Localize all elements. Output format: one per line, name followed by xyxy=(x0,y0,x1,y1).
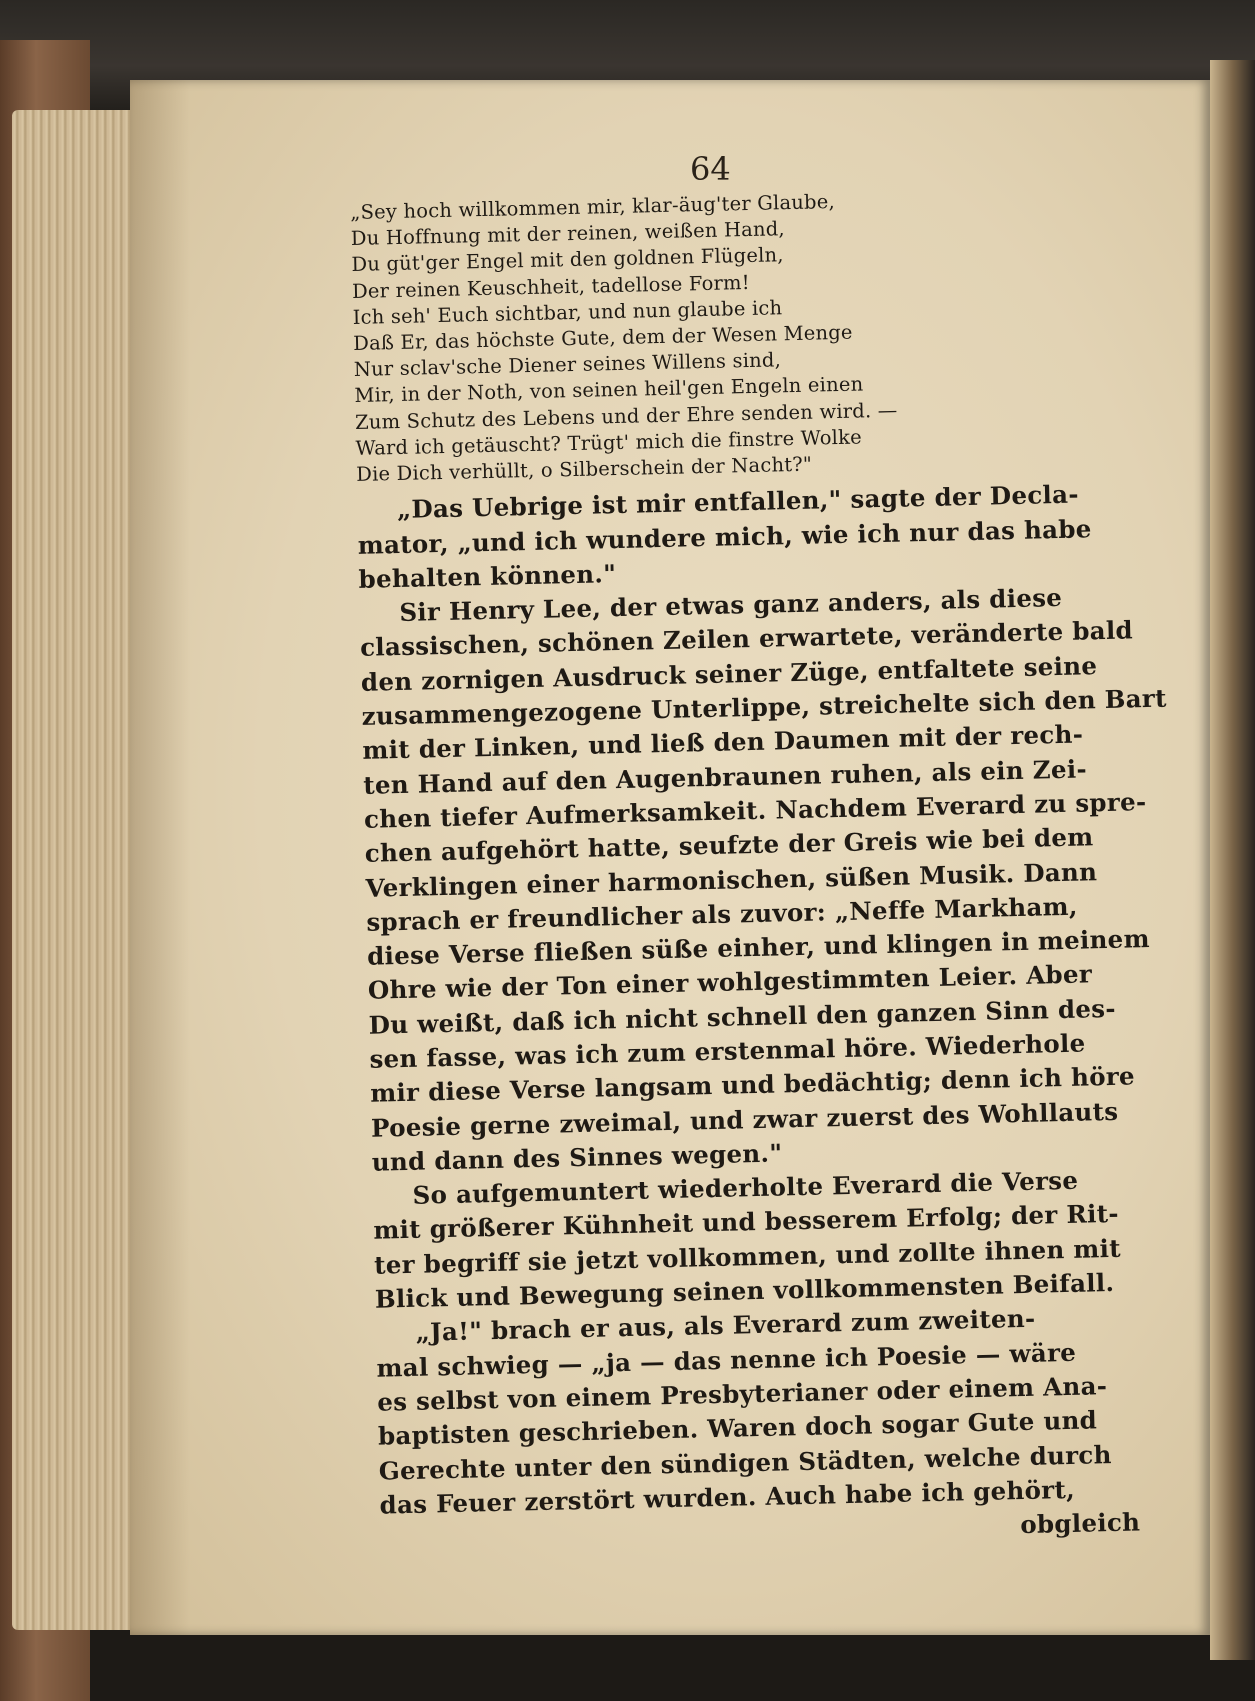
prose-line: Du weißt, daß ich nicht schnell den ganzen Sinn des- xyxy=(368,993,1117,1040)
page-gutter-shadow xyxy=(130,80,190,1635)
page-number: 64 xyxy=(690,150,731,188)
prose-line: mit der Linken, und ließ den Daumen mit der rech- xyxy=(362,719,1084,766)
prose-line: den zornigen Ausdruck seiner Züge, entfaltete seine xyxy=(360,650,1098,697)
poem-line: Nur sclav'sche Diener seines Willens sind, xyxy=(353,348,782,382)
poem-line: Der reinen Keuschheit, tadellose Form! xyxy=(351,270,750,303)
page-text xyxy=(350,181,1201,1557)
prose-line: „Ja!" brach er aus, als Everard zum zweiten- xyxy=(415,1304,1036,1348)
poem-line: Ward ich getäuscht? Trügt' mich die finstre Wolke xyxy=(355,425,863,460)
prose-line: baptisten geschrieben. Waren doch sogar Gute und xyxy=(377,1405,1098,1451)
prose-line: ten Hand auf den Augenbraunen ruhen, als ein Zei- xyxy=(362,754,1088,800)
poem-line: Du Hoffnung mit der reinen, weißen Hand, xyxy=(350,217,786,251)
prose-line: „Das Uebrige ist mir entfallen," sagte der Decla- xyxy=(396,479,1080,525)
prose-line: chen aufgehört hatte, seufzte der Greis wie bei dem xyxy=(364,822,1094,869)
catchword: obgleich xyxy=(1019,1507,1141,1540)
poem-line: „Sey hoch willkommen mir, klar-äug'ter Glaube, xyxy=(350,190,836,224)
prose-line: Ohre wie der Ton einer wohlgestimmten Leier. Aber xyxy=(367,959,1093,1006)
prose-line: ter begriff sie jetzt vollkommen, und zollte ihnen mit xyxy=(373,1233,1122,1280)
poem-line: Die Dich verhüllt, o Silberschein der Nacht?" xyxy=(355,452,813,486)
prose-line: mir diese Verse langsam und bedächtig; denn ich höre xyxy=(369,1061,1136,1109)
poem-block xyxy=(350,181,1176,488)
poem-line: Mir, in der Noth, von seinen heil'gen Engeln einen xyxy=(354,372,864,408)
book-right-edge xyxy=(1210,60,1255,1660)
prose-block xyxy=(357,476,1201,1558)
prose-line: Sir Henry Lee, der etwas ganz anders, als diese xyxy=(399,583,1063,628)
poem-line: Zum Schutz des Lebens und der Ehre senden wird. — xyxy=(354,398,898,434)
prose-line: Poesie gerne zweimal, und zwar zuerst des Wohllauts xyxy=(370,1096,1119,1143)
prose-line: das Feuer zerstört wurden. Auch habe ich gehört, xyxy=(379,1474,1076,1520)
page-edges xyxy=(12,110,132,1630)
prose-line: sprach er freundlicher als zuvor: „Neffe Markham, xyxy=(366,891,1078,937)
prose-line: behalten können." xyxy=(358,558,617,594)
prose-line: es selbst von einem Presbyterianer oder einem Ana- xyxy=(376,1371,1108,1417)
prose-line: mal schwieg — „ja — das nenne ich Poesie — wäre xyxy=(376,1337,1077,1383)
poem-line: Ich seh' Euch sichtbar, und nun glaube ich xyxy=(352,296,783,329)
poem-line: Daß Er, das höchste Gute, dem der Wesen Menge xyxy=(352,320,853,355)
prose-line: Blick und Bewegung seinen vollkommensten Beifall. xyxy=(374,1268,1115,1314)
prose-line: Verklingen einer harmonischen, süßen Musik. Dann xyxy=(365,856,1098,903)
prose-line: zusammengezogene Unterlippe, streichelte sich den Bart xyxy=(361,683,1168,731)
prose-line: Gerechte unter den sündigen Städten, welche durch xyxy=(378,1439,1113,1486)
prose-line: und dann des Sinnes wegen." xyxy=(371,1138,783,1177)
prose-line: chen tiefer Aufmerksamkeit. Nachdem Everard zu spre- xyxy=(363,786,1147,834)
prose-line: So aufgemuntert wiederholte Everard die Verse xyxy=(412,1165,1079,1211)
prose-line: sen fasse, was ich zum erstenmal höre. Wiederhole xyxy=(369,1028,1086,1074)
prose-line: mit größerer Kühnheit und besserem Erfolg; der Rit- xyxy=(373,1199,1120,1246)
prose-line: classischen, schönen Zeilen erwartete, veränderte bald xyxy=(359,615,1134,663)
prose-line: mator, „und ich wundere mich, wie ich nur das habe xyxy=(357,513,1092,560)
poem-line: Du güt'ger Engel mit den goldnen Flügeln, xyxy=(351,243,784,277)
prose-line: diese Verse fließen süße einher, und klingen in meinem xyxy=(366,924,1151,971)
